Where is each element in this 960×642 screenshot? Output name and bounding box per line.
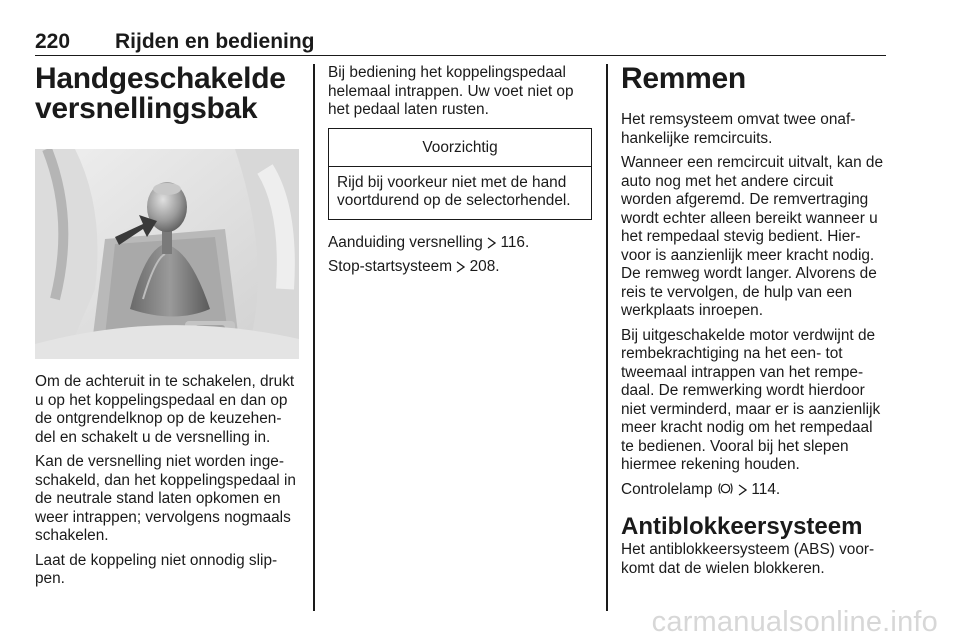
section-title-manual-gearbox (35, 64, 299, 124)
reference-label: Aanduiding versnelling (328, 233, 483, 251)
gear-lever-image (35, 149, 299, 359)
paragraph: Bij uitgeschakelde motor verdwijnt de rembekrachtiging na het een- tot tweemaal intrappen van het rempe- daal. De remwerking wordt hierdoor niet verminderd, maar er is aanzienlijk meer kracht nodig om het rempedaal te bedienen. Vooral bij het slepen hiermee rekening houden. (621, 326, 881, 473)
reference-page: 208. (469, 258, 500, 275)
title-line-1: Handgeschakelde (35, 62, 286, 95)
reference-page: 114. (751, 480, 781, 498)
cross-reference-brake-lamp (621, 481, 887, 500)
reference-label: Stop-startsysteem (328, 258, 453, 275)
paragraph: Om de achteruit in te schakelen, drukt u op het koppelingspedaal en dan op de ontgrendelknop op de keuzehen- del en schakelt u de versnelling in. (35, 373, 295, 446)
page-ref-arrow-icon (487, 237, 496, 249)
caution-text: Rijd bij voorkeur niet met de hand voortdurend op de selectorhendel. (337, 173, 571, 209)
watermark: carmanualsonline.info (651, 606, 938, 638)
page-header (35, 28, 886, 56)
subsection-title-abs: Antiblokkeersysteem (621, 513, 863, 540)
paragraph: Wanneer een remcircuit uitvalt, kan de auto nog met het andere circuit worden afgeremd. De remvertraging wordt echter alleen bereikt wanneer u het rempedaal stevig bedient. Hier- voor is aanzienlijk meer kracht nodig. De remweg wordt langer. Alvorens de reis te vervolgen, de hulp van een werkplaats inroepen. (621, 154, 884, 319)
paragraph: Het antiblokkeersysteem (ABS) voor- komt dat de wielen blokkeren. (621, 541, 875, 577)
page-ref-arrow-icon (456, 261, 465, 273)
caution-heading: Voorzichtig (329, 129, 591, 167)
column-divider (313, 64, 315, 611)
reference-label: Controlelamp (621, 480, 713, 498)
section-title-brakes: Remmen (621, 62, 746, 95)
caution-box (328, 128, 592, 220)
column-2 (328, 64, 592, 283)
brake-warning-lamp-icon (717, 481, 734, 496)
column-divider (606, 64, 608, 611)
page-number: 220 (35, 30, 71, 53)
column-3 (621, 64, 887, 584)
title-line-2: versnellingsbak (35, 92, 258, 125)
gear-lever-illustration (35, 149, 299, 359)
cross-reference-gear-indication (328, 234, 592, 253)
column-1 (35, 64, 299, 595)
paragraph: Kan de versnelling niet worden inge- schakeld, dan het koppelingspedaal in de neutrale stand laten opkomen en weer intrappen; vervolgens nogmaals schakelen. (35, 453, 296, 544)
paragraph: Laat de koppeling niet onnodig slip- pen. (35, 551, 278, 587)
running-title: Rijden en bediening (115, 30, 315, 53)
page-ref-arrow-icon (738, 484, 747, 496)
reference-page: 116. (500, 233, 530, 251)
cross-reference-stop-start (328, 258, 592, 277)
paragraph: Bij bediening het koppelingspedaal helemaal intrappen. Uw voet niet op het pedaal laten rusten. (328, 64, 574, 118)
paragraph: Het remsysteem omvat twee onaf- hankelijke remcircuits. (621, 111, 856, 147)
